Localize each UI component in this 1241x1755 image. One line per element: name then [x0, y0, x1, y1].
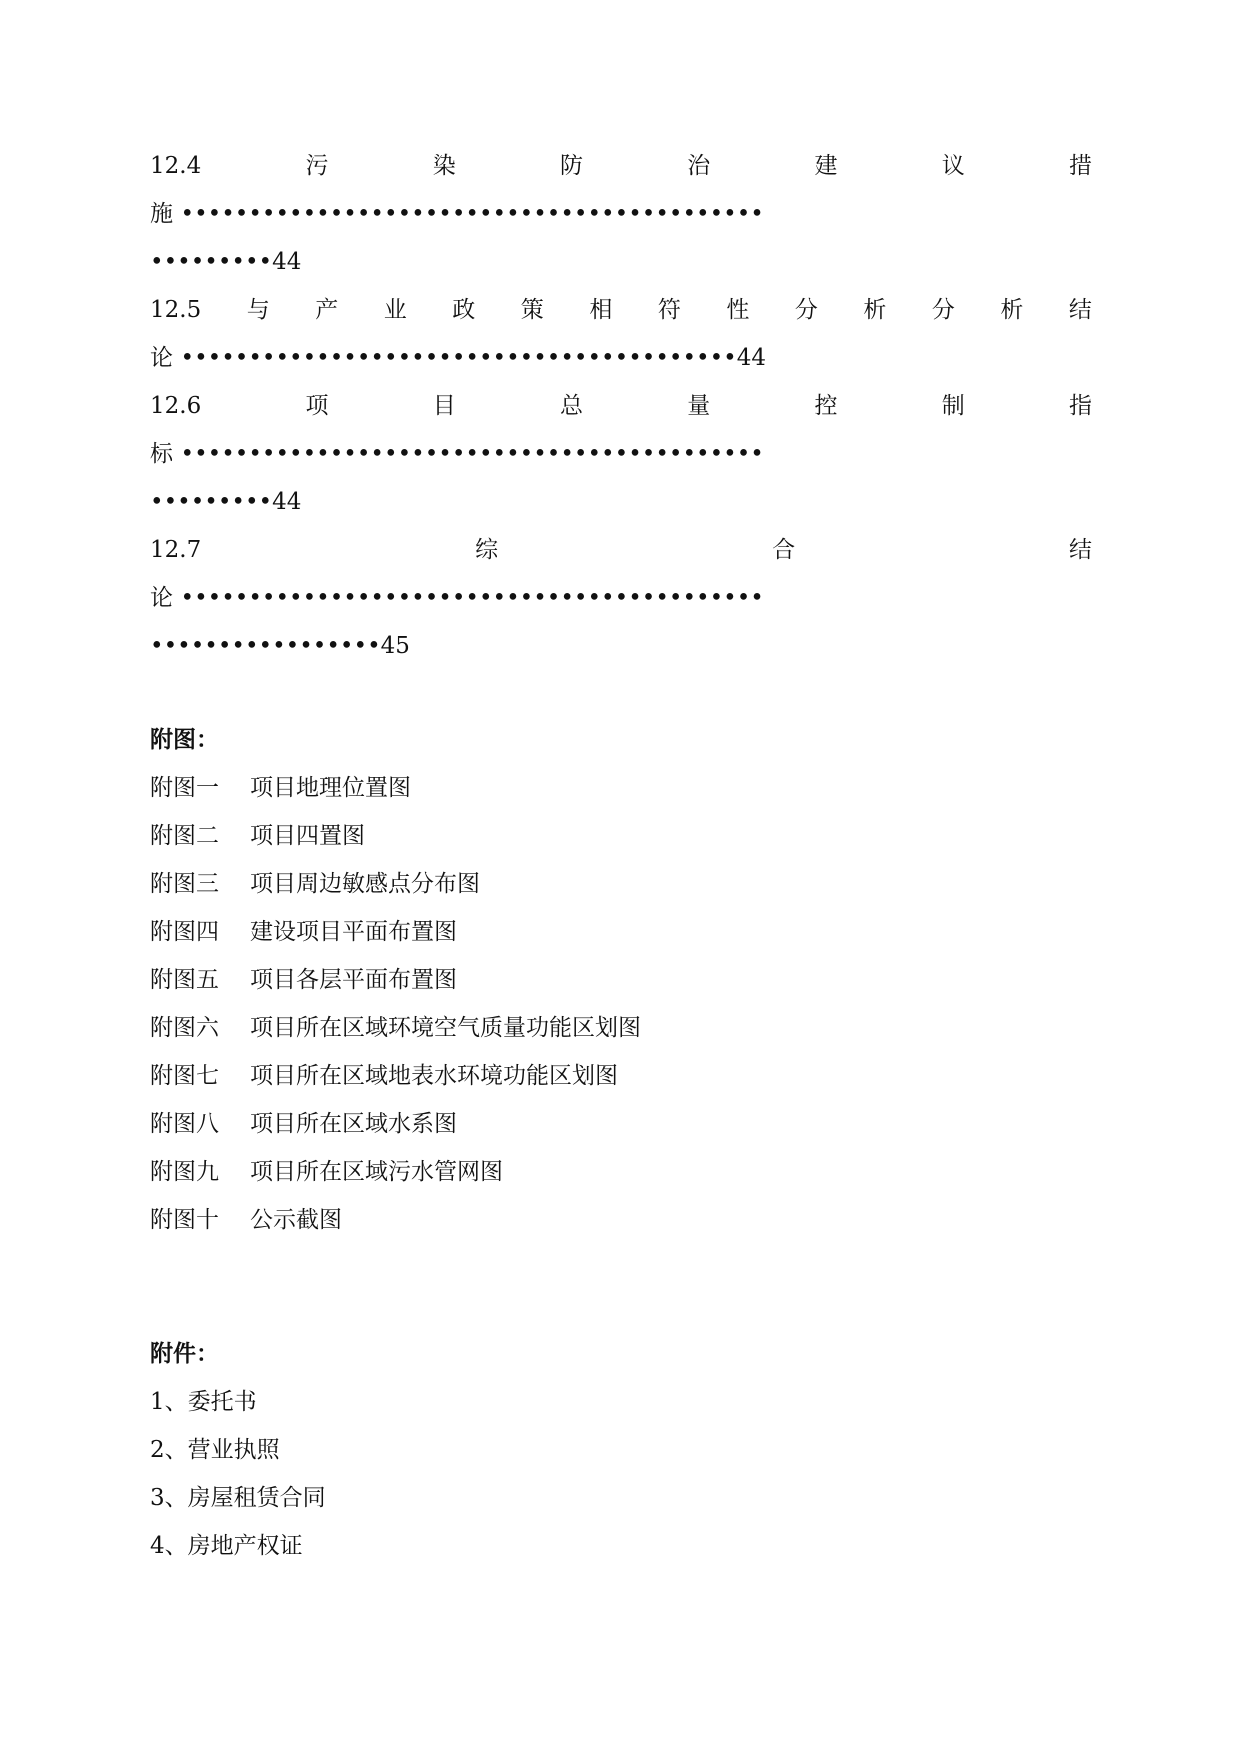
toc-title-char: 建: [814, 153, 838, 179]
figure-list-item: [150, 1008, 641, 1048]
toc-number: 12.6: [150, 393, 202, 419]
toc-title-char: 目: [432, 393, 456, 419]
toc-title-char: 综: [475, 537, 499, 563]
toc-title-char: 制: [941, 393, 965, 419]
toc-title-char: 论: [150, 585, 181, 611]
toc-title-char: 结: [1068, 297, 1092, 323]
toc-title-char: 污: [305, 153, 329, 179]
toc-title-char: 项: [305, 393, 329, 419]
toc-title-char: 控: [814, 393, 838, 419]
figure-label: 附图九: [150, 1159, 219, 1185]
figure-label: 附图一: [150, 775, 219, 801]
figure-list-item: [150, 864, 480, 904]
figure-label: 附图七: [150, 1063, 219, 1089]
figure-title: 项目周边敏感点分布图: [250, 871, 480, 897]
attachment-list-item: 2、营业执照: [150, 1437, 280, 1463]
toc-title-char: 量: [687, 393, 711, 419]
toc-entry-12-4-title: [150, 146, 1092, 186]
figure-title: 建设项目平面布置图: [250, 919, 457, 945]
figure-title: 项目所在区域环境空气质量功能区划图: [250, 1015, 641, 1041]
toc-page-number[interactable]: 44: [736, 345, 767, 371]
toc-title-char: 分: [931, 297, 955, 323]
toc-title-char: 政: [452, 297, 476, 323]
figure-label: 附图五: [150, 967, 219, 993]
toc-entry-12-6-title: [150, 386, 1092, 426]
toc-dot-leader: •••••••••••••••••: [150, 633, 381, 659]
toc-title-char: 染: [432, 153, 456, 179]
toc-title-char: 析: [863, 297, 887, 323]
figure-list-item: [150, 912, 457, 952]
attachment-list-item: 1、委托书: [150, 1389, 257, 1415]
figure-label: 附图二: [150, 823, 219, 849]
toc-title-char: 治: [687, 153, 711, 179]
attachment-list-item: 4、房地产权证: [150, 1533, 303, 1559]
figure-list-item: [150, 768, 411, 808]
toc-entry-12-5-title: [150, 290, 1092, 330]
toc-title-char: 与: [246, 297, 270, 323]
toc-number: 12.4: [150, 153, 202, 179]
figure-title: 公示截图: [250, 1207, 342, 1233]
toc-title-char: 施: [150, 201, 181, 227]
figure-label: 附图十: [150, 1207, 219, 1233]
toc-title-char: 标: [150, 441, 181, 467]
toc-title-char: 合: [772, 537, 796, 563]
toc-entry-12-7-title: [150, 530, 1092, 570]
toc-dot-leader: •••••••••••••••••••••••••••••••••••••••••••: [180, 441, 764, 467]
toc-title-char: 析: [1000, 297, 1024, 323]
figure-title: 项目所在区域地表水环境功能区划图: [250, 1063, 618, 1089]
toc-entry-12-6-leader: [150, 434, 1092, 474]
toc-title-char: 分: [794, 297, 818, 323]
toc-title-char: 指: [1068, 393, 1092, 419]
toc-page-number[interactable]: 44: [272, 489, 302, 515]
toc-title-char: 措: [1068, 153, 1092, 179]
toc-entry-12-4-leader: [150, 194, 1092, 234]
figure-title: 项目地理位置图: [250, 775, 411, 801]
toc-entry-12-4-page-line: [150, 242, 1092, 282]
toc-dot-leader: •••••••••: [150, 489, 273, 515]
figure-title: 项目各层平面布置图: [250, 967, 457, 993]
figure-title: 项目所在区域污水管网图: [250, 1159, 503, 1185]
toc-title-char: 产: [315, 297, 339, 323]
figure-label: 附图八: [150, 1111, 219, 1137]
toc-title-char: 议: [941, 153, 965, 179]
toc-title-char: 相: [589, 297, 613, 323]
toc-title-char: 性: [726, 297, 750, 323]
toc-entry-12-6-page-line: [150, 482, 1092, 522]
figure-list-item: [150, 1104, 457, 1144]
toc-dot-leader: •••••••••••••••••••••••••••••••••••••••••••: [180, 201, 764, 227]
figures-heading: 附图：: [150, 726, 219, 753]
figure-label: 附图三: [150, 871, 219, 897]
attachment-list-item: 3、房屋租赁合同: [150, 1485, 326, 1511]
toc-entry-12-7-page-line: [150, 626, 1092, 666]
toc-title-char: 业: [383, 297, 407, 323]
toc-title-char: 符: [657, 297, 681, 323]
toc-title-char: 论: [150, 345, 181, 371]
toc-entry-12-7-leader: [150, 578, 1092, 618]
figure-list-item: [150, 1152, 503, 1192]
toc-dot-leader: •••••••••••••••••••••••••••••••••••••••••••: [180, 585, 764, 611]
toc-title-char: 策: [520, 297, 544, 323]
toc-dot-leader: •••••••••: [150, 249, 273, 275]
figure-list-item: [150, 816, 365, 856]
toc-page-number[interactable]: 44: [272, 249, 302, 275]
toc-page-number[interactable]: 45: [380, 633, 410, 659]
figure-list-item: [150, 1056, 618, 1096]
toc-title-char: 总: [559, 393, 583, 419]
toc-title-char: 防: [559, 153, 583, 179]
toc-title-char: 结: [1068, 537, 1092, 563]
figure-list-item: [150, 960, 457, 1000]
toc-entry-12-5-leader: [150, 338, 1092, 378]
figure-title: 项目所在区域水系图: [250, 1111, 457, 1137]
toc-dot-leader: •••••••••••••••••••••••••••••••••••••••••: [180, 345, 737, 371]
attachments-heading: 附件：: [150, 1340, 219, 1367]
figure-label: 附图六: [150, 1015, 219, 1041]
figure-list-item: [150, 1200, 342, 1240]
figure-title: 项目四置图: [250, 823, 365, 849]
toc-number: 12.7: [150, 537, 202, 563]
toc-number: 12.5: [150, 297, 202, 323]
figure-label: 附图四: [150, 919, 219, 945]
